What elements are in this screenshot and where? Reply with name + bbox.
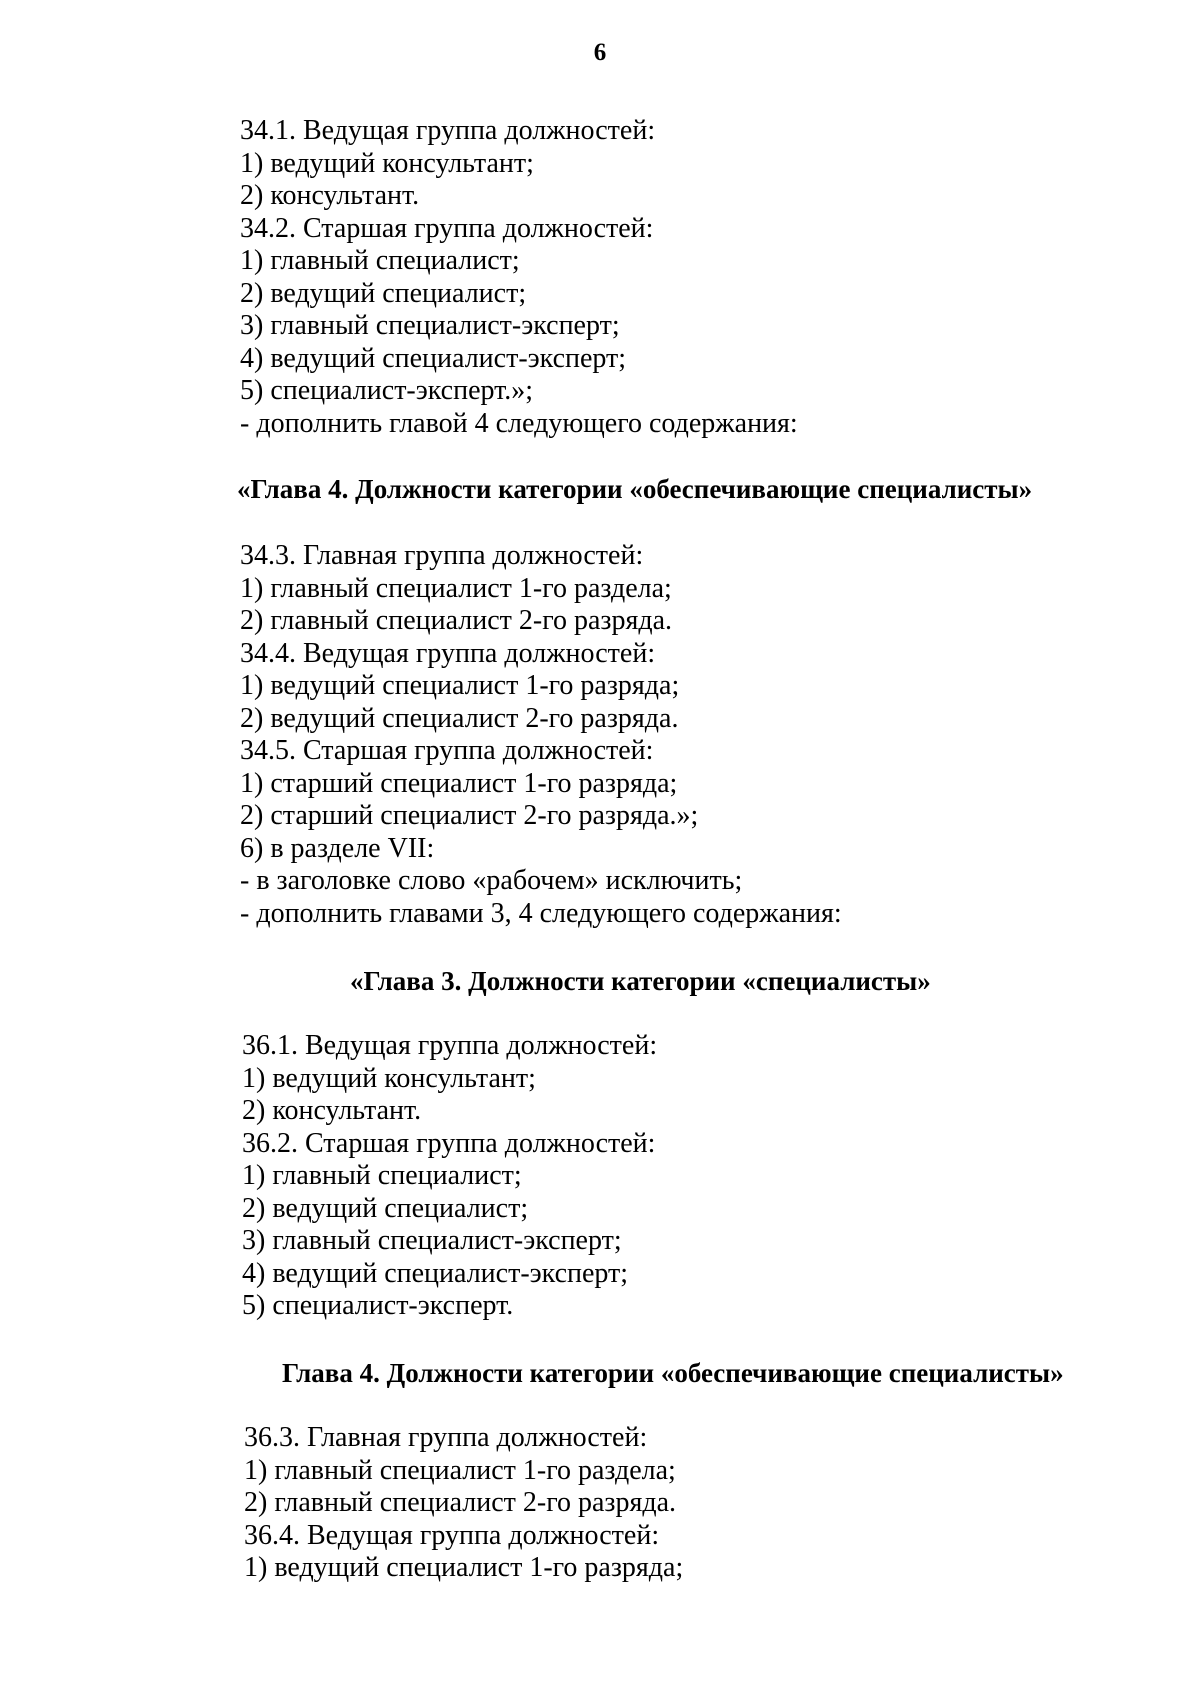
text-line: 36.2. Старшая группа должностей: [242,1127,656,1159]
text-line: 2) главный специалист 2-го разряда. [244,1487,677,1518]
text-line: 34.5. Старшая группа должностей: [240,735,654,766]
text-block-4 [244,1422,683,1585]
text-line: 36.1. Ведущая группа должностей: [242,1030,658,1061]
text-line: 1) главный специалист; [240,245,520,276]
text-line: 1) главный специалист 1-го раздела; [240,572,672,604]
text-line: 6) в разделе VII: [240,832,435,864]
text-line: - в заголовке слово «рабочем» исключить; [240,865,743,896]
text-line: 1) главный специалист; [242,1160,522,1191]
text-line: 2) ведущий специалист 2-го разряда. [240,702,679,734]
text-line: 2) главный специалист 2-го разряда. [240,605,673,636]
text-line: 1) ведущий консультант; [240,147,534,179]
text-line: 3) главный специалист-эксперт; [240,310,620,341]
text-line: 1) старший специалист 1-го разряда; [240,767,678,799]
text-line: 5) специалист-эксперт.»; [240,375,534,406]
text-line: - дополнить главами 3, 4 следующего содержания: [240,897,842,929]
text-line: 1) ведущий консультант; [242,1062,536,1094]
text-line: - дополнить главой 4 следующего содержания: [240,407,798,439]
page-number: 6 [593,39,607,66]
text-line: 34.1. Ведущая группа должностей: [240,115,656,146]
text-line: 34.3. Главная группа должностей: [240,540,644,571]
text-block-1 [240,115,798,440]
text-line: 2) ведущий специалист; [240,277,527,309]
text-line: 34.4. Ведущая группа должностей: [240,637,656,669]
text-line: 36.4. Ведущая группа должностей: [244,1519,660,1551]
text-line: 3) главный специалист-эксперт; [242,1225,622,1256]
text-block-2 [240,540,842,930]
text-line: 2) консультант. [240,180,420,211]
text-line: 1) главный специалист 1-го раздела; [244,1454,676,1486]
text-line: 36.3. Главная группа должностей: [244,1422,648,1453]
text-line: 1) ведущий специалист 1-го разряда; [244,1552,684,1583]
text-line: 5) специалист-эксперт. [242,1290,514,1321]
text-line: 2) консультант. [242,1095,422,1126]
text-line: 2) старший специалист 2-го разряда.»; [240,800,699,831]
text-line: 34.2. Старшая группа должностей: [240,212,654,244]
chapter-heading-1: «Глава 4. Должности категории «обеспечивающие специалисты» [237,474,1033,504]
chapter-heading-3: Глава 4. Должности категории «обеспечивающие специалисты» [282,1358,1064,1388]
text-line: 4) ведущий специалист-эксперт; [240,342,627,374]
text-line: 1) ведущий специалист 1-го разряда; [240,670,680,701]
text-block-3 [242,1030,657,1323]
text-line: 2) ведущий специалист; [242,1192,529,1224]
text-line: 4) ведущий специалист-эксперт; [242,1257,629,1289]
chapter-heading-2: «Глава 3. Должности категории «специалисты» [350,966,931,996]
